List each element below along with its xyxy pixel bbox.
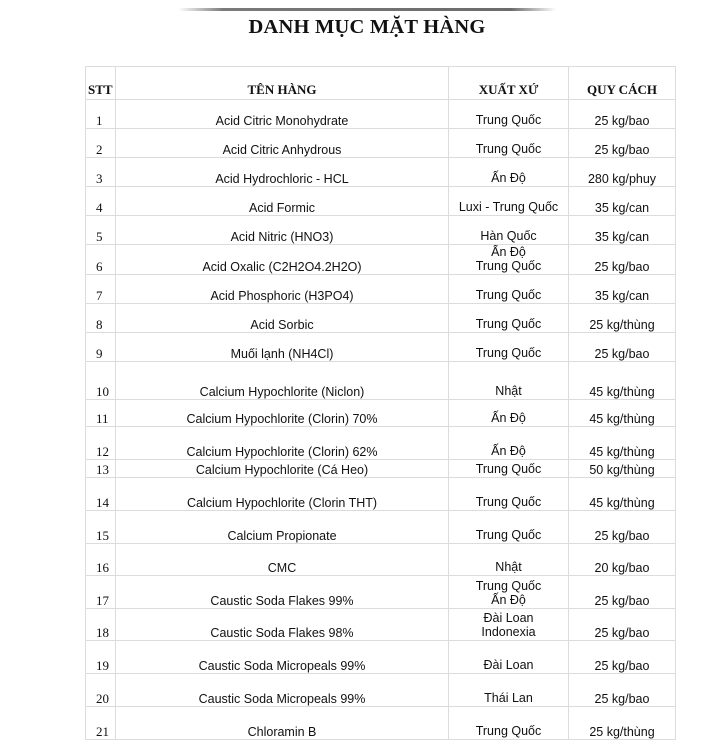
- row-name: Acid Citric Monohydrate: [116, 100, 449, 129]
- row-origin-line: Ấn Độ: [491, 171, 526, 185]
- row-origin: [449, 511, 569, 544]
- table-row: [86, 511, 676, 544]
- row-name: Calcium Hypochlorite (Cá Heo): [116, 460, 449, 478]
- row-spec: 25 kg/bao: [569, 641, 676, 674]
- row-stt: 7: [86, 275, 116, 304]
- row-name: CMC: [116, 544, 449, 576]
- row-spec: 45 kg/thùng: [569, 362, 676, 400]
- row-name: Chloramin B: [116, 707, 449, 740]
- row-origin: [449, 674, 569, 707]
- table-body: [86, 100, 676, 740]
- row-origin-line: Trung Quốc: [475, 579, 542, 593]
- row-origin: [449, 478, 569, 511]
- table-row: [86, 187, 676, 216]
- row-origin: [449, 187, 569, 216]
- row-spec: 25 kg/bao: [569, 333, 676, 362]
- row-origin: [449, 158, 569, 187]
- row-stt: 18: [86, 609, 116, 641]
- row-origin-line: Trung Quốc: [475, 528, 542, 542]
- row-name: Caustic Soda Micropeals 99%: [116, 674, 449, 707]
- row-spec: 45 kg/thùng: [569, 427, 676, 460]
- table-row: [86, 216, 676, 245]
- row-name: Acid Hydrochloric - HCL: [116, 158, 449, 187]
- row-origin-line: Trung Quốc: [475, 346, 542, 360]
- row-name: Calcium Hypochlorite (Clorin) 70%: [116, 400, 449, 427]
- table-row: [86, 576, 676, 609]
- row-origin-line: Trung Quốc: [475, 724, 542, 738]
- table-row: [86, 674, 676, 707]
- row-spec: 35 kg/can: [569, 187, 676, 216]
- row-origin: [449, 544, 569, 576]
- row-origin-line: Đài Loan: [483, 658, 534, 672]
- row-origin: [449, 362, 569, 400]
- row-spec: 25 kg/bao: [569, 245, 676, 275]
- row-spec: 25 kg/bao: [569, 609, 676, 641]
- row-name: Calcium Hypochlorite (Clorin THT): [116, 478, 449, 511]
- row-spec: 25 kg/bao: [569, 674, 676, 707]
- row-origin-line: Trung Quốc: [475, 288, 542, 302]
- row-stt: 10: [86, 362, 116, 400]
- row-origin: [449, 460, 569, 478]
- row-stt: 8: [86, 304, 116, 333]
- row-name: Acid Oxalic (C2H2O4.2H2O): [116, 245, 449, 275]
- row-spec: 25 kg/thùng: [569, 707, 676, 740]
- product-table: [85, 66, 676, 740]
- row-origin-line: Trung Quốc: [475, 142, 542, 156]
- row-name: Muối lạnh (NH4Cl): [116, 333, 449, 362]
- row-spec: 35 kg/can: [569, 216, 676, 245]
- row-spec: 50 kg/thùng: [569, 460, 676, 478]
- row-origin-line: Trung Quốc: [475, 259, 542, 273]
- row-origin-line: Hàn Quốc: [480, 229, 537, 243]
- row-name: Caustic Soda Micropeals 99%: [116, 641, 449, 674]
- row-origin-line: Thái Lan: [484, 691, 533, 705]
- table-row: [86, 333, 676, 362]
- row-spec: 25 kg/bao: [569, 576, 676, 609]
- row-origin: [449, 609, 569, 641]
- table-row: [86, 641, 676, 674]
- row-stt: 19: [86, 641, 116, 674]
- table-row: [86, 609, 676, 641]
- row-spec: 25 kg/bao: [569, 100, 676, 129]
- row-origin: [449, 275, 569, 304]
- table-row: [86, 427, 676, 460]
- row-origin: [449, 245, 569, 275]
- row-name: Calcium Hypochlorite (Niclon): [116, 362, 449, 400]
- row-spec: 280 kg/phuy: [569, 158, 676, 187]
- row-name: Acid Nitric (HNO3): [116, 216, 449, 245]
- row-stt: 4: [86, 187, 116, 216]
- row-stt: 2: [86, 129, 116, 158]
- table-row: [86, 400, 676, 427]
- row-origin: [449, 427, 569, 460]
- row-origin: [449, 100, 569, 129]
- row-origin-line: Trung Quốc: [475, 495, 542, 509]
- top-divider-rule: [178, 8, 556, 11]
- row-spec: 25 kg/bao: [569, 511, 676, 544]
- row-stt: 20: [86, 674, 116, 707]
- row-stt: 16: [86, 544, 116, 576]
- row-stt: 5: [86, 216, 116, 245]
- header-stt: STT: [86, 67, 116, 100]
- row-origin: [449, 216, 569, 245]
- row-origin-line: Trung Quốc: [475, 113, 542, 127]
- header-name: TÊN HÀNG: [116, 67, 449, 100]
- row-origin: [449, 641, 569, 674]
- row-name: Acid Sorbic: [116, 304, 449, 333]
- page-title: DANH MỤC MẶT HÀNG: [248, 16, 486, 38]
- row-spec: 45 kg/thùng: [569, 478, 676, 511]
- row-spec: 25 kg/bao: [569, 129, 676, 158]
- row-name: Caustic Soda Flakes 98%: [116, 609, 449, 641]
- table-row: [86, 275, 676, 304]
- row-origin: [449, 304, 569, 333]
- row-origin: [449, 576, 569, 609]
- row-stt: 14: [86, 478, 116, 511]
- table-row: [86, 478, 676, 511]
- row-spec: 25 kg/thùng: [569, 304, 676, 333]
- header-spec: QUY CÁCH: [569, 67, 676, 100]
- row-name: Acid Citric Anhydrous: [116, 129, 449, 158]
- row-name: Acid Phosphoric (H3PO4): [116, 275, 449, 304]
- row-name: Calcium Hypochlorite (Clorin) 62%: [116, 427, 449, 460]
- row-stt: 21: [86, 707, 116, 740]
- table-row: [86, 707, 676, 740]
- row-stt: 15: [86, 511, 116, 544]
- row-spec: 20 kg/bao: [569, 544, 676, 576]
- table-row: [86, 460, 676, 478]
- row-stt: 9: [86, 333, 116, 362]
- table-row: [86, 544, 676, 576]
- row-origin-line: Ấn Độ: [491, 245, 526, 259]
- row-name: Acid Formic: [116, 187, 449, 216]
- row-stt: 1: [86, 100, 116, 129]
- row-origin: [449, 707, 569, 740]
- table-row: [86, 129, 676, 158]
- row-stt: 13: [86, 460, 116, 478]
- row-name: Calcium Propionate: [116, 511, 449, 544]
- row-spec: 35 kg/can: [569, 275, 676, 304]
- row-origin-line: Luxi - Trung Quốc: [458, 200, 559, 214]
- table-row: [86, 245, 676, 275]
- row-stt: 3: [86, 158, 116, 187]
- row-spec: 45 kg/thùng: [569, 400, 676, 427]
- table-row: [86, 362, 676, 400]
- row-origin-line: Nhật: [495, 560, 522, 574]
- row-origin-line: Trung Quốc: [475, 317, 542, 331]
- row-origin: [449, 333, 569, 362]
- header-origin: XUẤT XỨ: [449, 67, 569, 100]
- row-stt: 12: [86, 427, 116, 460]
- row-stt: 17: [86, 576, 116, 609]
- row-stt: 11: [86, 400, 116, 427]
- row-origin-line: Đài Loan: [483, 611, 534, 625]
- row-origin-line: Ấn Độ: [491, 444, 526, 458]
- table-row: [86, 100, 676, 129]
- row-name: Caustic Soda Flakes 99%: [116, 576, 449, 609]
- row-origin: [449, 400, 569, 427]
- row-stt: 6: [86, 245, 116, 275]
- table-row: [86, 158, 676, 187]
- row-origin-line: Nhật: [495, 384, 522, 398]
- row-origin-line: Trung Quốc: [475, 462, 542, 476]
- row-origin: [449, 129, 569, 158]
- row-origin-line: Indonexia: [481, 625, 536, 639]
- row-origin-line: Ấn Độ: [491, 411, 526, 425]
- table-header-row: [86, 67, 676, 100]
- row-origin-line: Ấn Độ: [491, 593, 526, 607]
- table-row: [86, 304, 676, 333]
